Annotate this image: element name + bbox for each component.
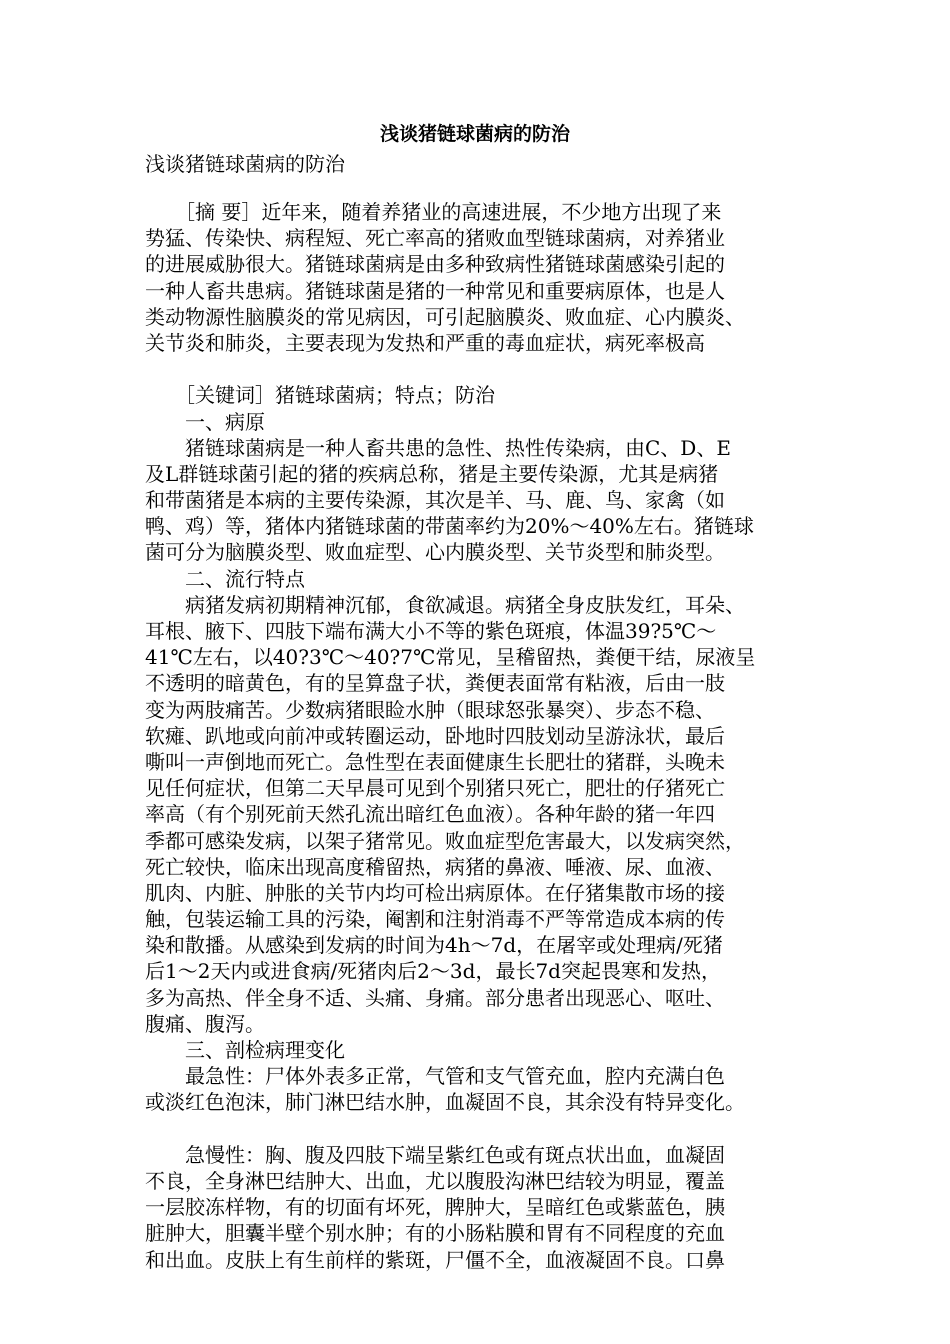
- text-line: 最急性：尸体外表多正常，气管和支气管充血，腔内充满白色: [145, 1064, 725, 1089]
- text-line: 死亡较快，临床出现高度稽留热，病猪的鼻液、唾液、尿、血液、: [145, 854, 725, 879]
- text-line: 肌肉、内脏、肿胀的关节内均可检出病原体。在仔猪集散市场的接: [145, 880, 725, 905]
- text-line: 病猪发病初期精神沉郁，食欲减退。病猪全身皮肤发红，耳朵、: [145, 592, 745, 617]
- blank-line: [145, 1116, 815, 1142]
- text-line: 急慢性：胸、腹及四肢下端呈紫红色或有斑点状出血，血凝固: [145, 1142, 725, 1167]
- text-line: 染和散播。从感染到发病的时间为4h～7d，在屠宰或处理病/死猪: [145, 933, 723, 958]
- text-line: ［摘 要］近年来，随着养猪业的高速进展，不少地方出现了来: [145, 200, 722, 224]
- text-line: 势猛、传染快、病程短、死亡率高的猪败血型链球菌病，对养猪业: [145, 226, 725, 251]
- text-line: 见任何症状，但第二天早晨可见到个别猪只死亡，肥壮的仔猪死亡: [145, 776, 725, 801]
- text-line: 或淡红色泡沫，肺门淋巴结水肿，血凝固不良，其余没有特异变化。: [145, 1090, 745, 1115]
- text-line: 多为高热、伴全身不适、头痛、身痛。部分患者出现恶心、呕吐、: [145, 985, 725, 1010]
- text-line: 猪链球菌病是一种人畜共患的急性、热性传染病，由C、D、E: [145, 435, 731, 460]
- text-line: 41℃左右，以40?3℃～40?7℃常见，呈稽留热，粪便干结，尿液呈: [145, 645, 756, 670]
- text-line: 触，包装运输工具的污染，阉割和注射消毒不严等常造成本病的传: [145, 907, 725, 932]
- text-line: 一层胶冻样物，有的切面有坏死，脾肿大，呈暗红色或紫蓝色，胰: [145, 1195, 725, 1220]
- text-line: 后1～2天内或进食病/死猪肉后2～3d，最长7d突起畏寒和发热，: [145, 959, 721, 984]
- text-line: 不良，全身淋巴结肿大、出血，尤以腹股沟淋巴结较为明显，覆盖: [145, 1168, 725, 1193]
- blank-line: [145, 356, 815, 382]
- text-line: 季都可感染发病，以架子猪常见。败血症型危害最大，以发病突然，: [145, 828, 745, 853]
- text-line: 变为两肢痛苦。少数病猪眼睑水肿（眼球怒张暴突）、步态不稳、: [145, 697, 715, 722]
- text-line: ［关键词］猪链球菌病；特点；防治: [145, 383, 495, 408]
- text-line: 菌可分为脑膜炎型、败血症型、心内膜炎型、关节炎型和肺炎型。: [145, 540, 725, 565]
- text-line: 和出血。皮肤上有生前样的紫斑，尸僵不全，血液凝固不良。口鼻: [145, 1247, 725, 1272]
- document-body: [145, 199, 815, 1273]
- text-line: 和带菌猪是本病的主要传染源，其次是羊、马、鹿、鸟、家禽（如: [145, 488, 725, 513]
- text-line: 关节炎和肺炎，主要表现为发热和严重的毒血症状，病死率极高: [145, 330, 705, 355]
- text-line: 耳根、腋下、四肢下端布满大小不等的紫色斑痕，体温39?5℃～: [145, 619, 717, 643]
- text-line: 一种人畜共患病。猪链球菌是猪的一种常见和重要病原体，也是人: [145, 278, 725, 303]
- text-line: 嘶叫一声倒地而死亡。急性型在表面健康生长肥壮的猪群，头晚未: [145, 749, 725, 774]
- text-line: 及L群链球菌引起的猪的疾病总称，猪是主要传染源，尤其是病猪: [145, 461, 719, 486]
- text-line: 不透明的暗黄色，有的呈算盘子状，粪便表面常有粘液，后由一肢: [145, 671, 725, 696]
- text-line: 鸭、鸡）等，猪体内猪链球菌的带菌率约为20%～40%左右。猪链球: [145, 514, 754, 539]
- text-line: 类动物源性脑膜炎的常见病因，可引起脑膜炎、败血症、心内膜炎、: [145, 304, 745, 329]
- text-line: 三、剖检病理变化: [145, 1038, 345, 1062]
- text-line: 二、流行特点: [145, 566, 305, 591]
- text-line: 的进展威胁很大。猪链球菌病是由多种致病性猪链球菌感染引起的: [145, 252, 725, 277]
- text-line: 软瘫、趴地或向前冲或转圈运动，卧地时四肢划动呈游泳状，最后: [145, 723, 725, 748]
- text-line: 脏肿大，胆囊半壁个别水肿；有的小肠粘膜和胃有不同程度的充血: [145, 1221, 725, 1246]
- document-title: 浅谈猪链球菌病的防治: [379, 123, 570, 145]
- text-line: 率高（有个别死前天然孔流出暗红色血液）。各种年龄的猪一年四: [145, 802, 715, 827]
- document-subtitle: 浅谈猪链球菌病的防治: [145, 152, 345, 176]
- text-line: 一、病原: [145, 409, 265, 434]
- text-line: 腹痛、腹泻。: [145, 1011, 265, 1036]
